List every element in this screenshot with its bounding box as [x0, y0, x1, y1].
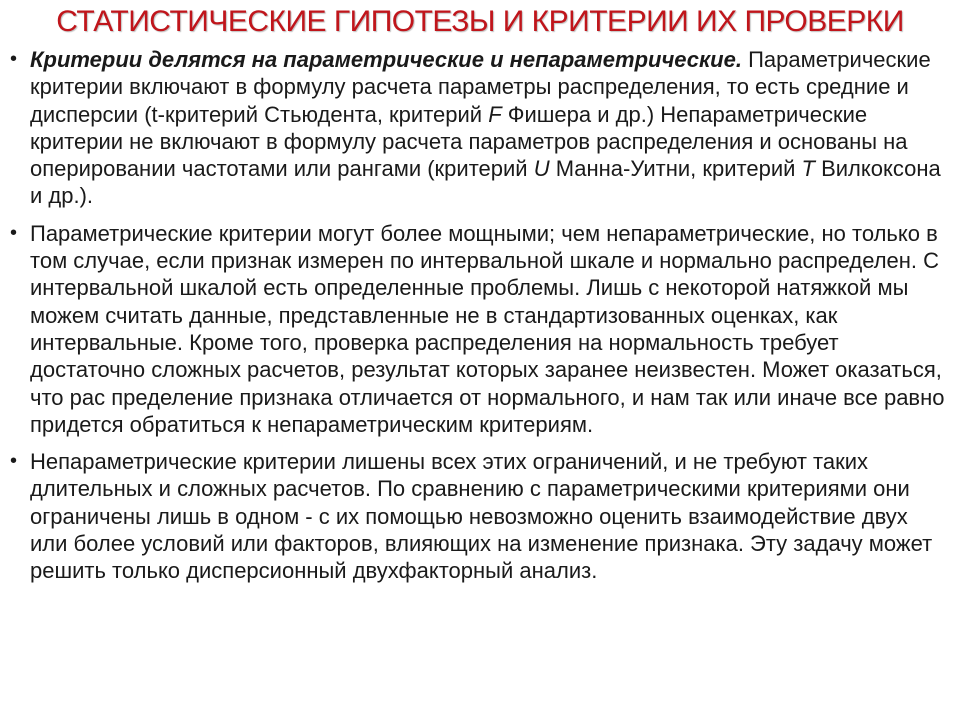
- bullet-paragraph: Непараметрические критерии лишены всех этих ограничений, и не требуют таких длительных и сложных расчетов. По сравнению с параметрическими критериями они ограничены лишь в одном - с их помощью невозможно оценить взаимодействие двух или более условий или факторов, влияющих на изменение признака. Эту задачу может решить только дисперсионный двухфакторный анализ.: [30, 449, 933, 584]
- bullet-item-parametric-power: [8, 220, 948, 438]
- bullet-symbol-t: T: [801, 156, 815, 182]
- bullet-text-part: Манна-Уитни, критерий: [549, 156, 802, 182]
- bullet-paragraph: Параметрические критерии могут более мощными; чем непараметрические, но только в том случае, если признак измерен по интервальной шкале и нормально распределен. С интервальной шкалой есть определенные проблемы. Лишь с некоторой натяжкой мы можем считать данные, представленные не в стандартизованных оценках, как интервальные. Кроме того, проверка распределения на нормальность требует достаточно сложных расчетов, результат которых заранее неизвестен. Может оказаться, что рас пределение признака отличается от нормального, и нам так или иначе все равно придется обратиться к непараметрическим критериям.: [30, 220, 945, 437]
- bullet-point-icon: •: [10, 48, 18, 70]
- bullet-paragraph: [30, 46, 948, 210]
- bullet-point-icon: •: [10, 221, 18, 244]
- bullet-text-part: Параметрические критерии включают в формулу расчета параметры распределения, то есть средние и дисперсии (t-критерий Стьюдента, критерий: [30, 47, 931, 127]
- bullet-item-nonparametric-limits: [8, 448, 948, 584]
- bullet-text-part: Вилкоксона и др.).: [30, 156, 941, 209]
- bullet-symbol-f: F: [488, 101, 502, 127]
- bullet-lead-sentence: Критерии делятся на параметрические и непараметрические.: [30, 47, 742, 72]
- bullet-item-criteria-types: [8, 46, 948, 210]
- slide-title: СТАТИСТИЧЕСКИЕ ГИПОТЕЗЫ И КРИТЕРИИ ИХ ПРОВЕРКИ: [56, 5, 904, 38]
- bullet-point-icon: •: [10, 450, 18, 473]
- bullet-symbol-u: U: [533, 156, 550, 182]
- bullet-text-part: Фишера и др.) Непараметрические критерии не включают в формулу расчета параметров распределения и основаны на оперировании частотами или рангами (критерий: [30, 101, 908, 182]
- bullet-list: [8, 46, 948, 595]
